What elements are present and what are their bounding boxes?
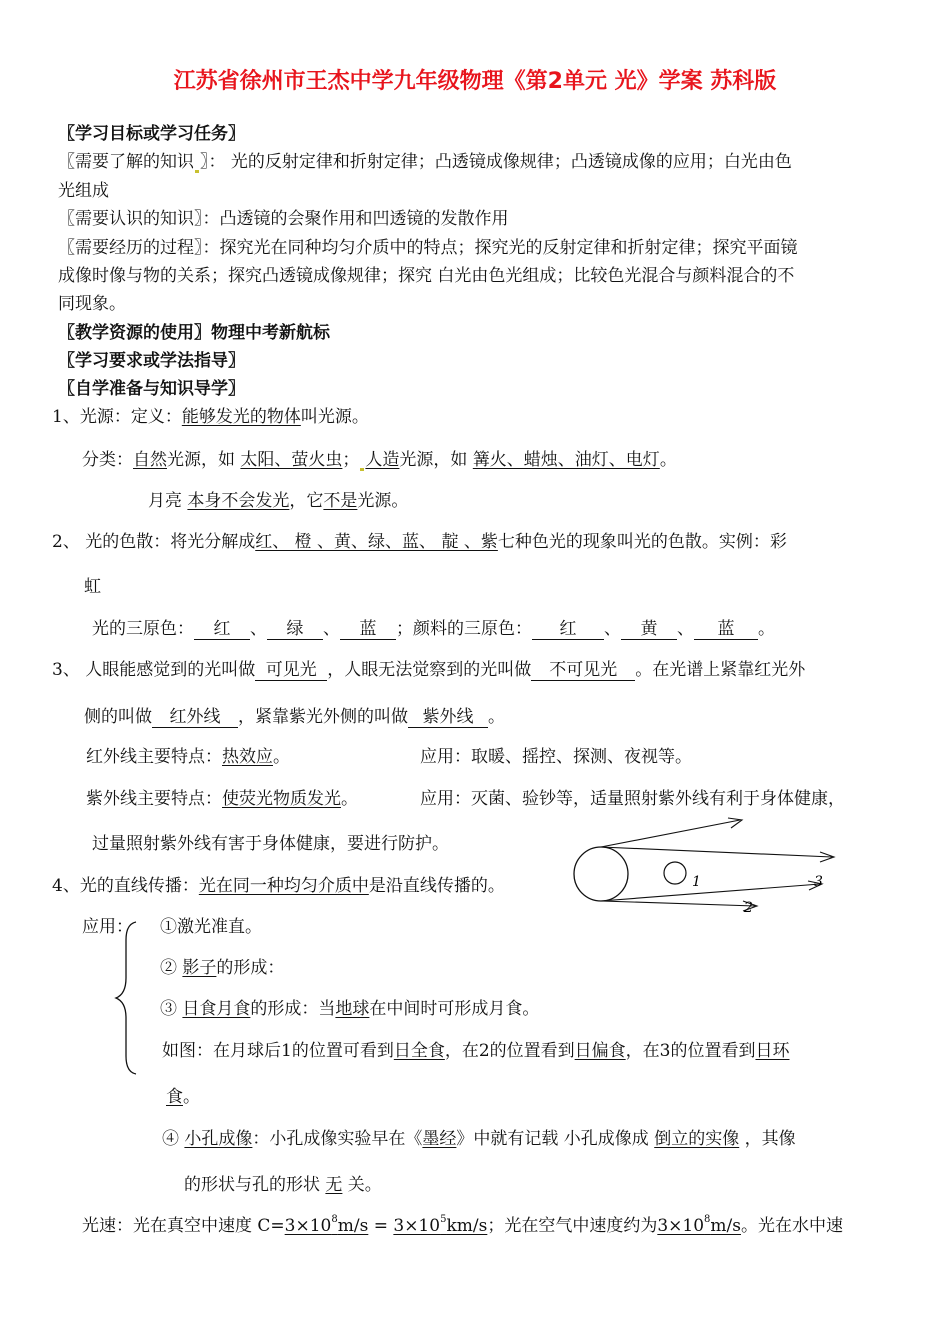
- sun-circle: [574, 847, 628, 901]
- highlight-mark: [360, 468, 364, 471]
- highlight-mark: [195, 170, 199, 173]
- q1-line: 1、光源：定义：能够发光的物体叫光源。: [52, 407, 369, 427]
- eclipse-diagram: [570, 812, 845, 922]
- line-recognize: 〖需要认识的知识〗：凸透镜的会聚作用和凹透镜的发散作用: [58, 209, 509, 229]
- q3-ir-application: 应用：取暖、摇控、探测、夜视等。: [420, 747, 692, 767]
- line-process-1: 〖需要经历的过程〗：探究光在同种均匀介质中的特点；探究光的反射定律和折射定律；探究平面镜: [58, 238, 798, 258]
- position-1-label: 1: [692, 874, 701, 890]
- section-goal: 〖学习目标或学习任务〗: [58, 124, 245, 144]
- q2-primaries: 光的三原色： 红 、 绿 、 蓝 ；颜料的三原色： 红 、 黄 、 蓝 。: [92, 619, 775, 639]
- ray-top-across: [601, 847, 832, 857]
- q4-application-label: 应用：: [82, 917, 133, 937]
- q3-uv-feature: 紫外线主要特点：使荧光物质发光。: [86, 789, 358, 809]
- arrowhead-top: [728, 818, 742, 828]
- q3-uv-application: 应用：灭菌、验钞等，适量照射紫外线有利于身体健康，: [420, 789, 845, 809]
- moon-circle: [664, 862, 686, 884]
- speed-line: 光速：光在真空中速度 $C=3\times 10^8m/s = 3\times 10^5km/s$；光在空气中速度约为$3\times 10^8m/s$。光在水中速: [82, 1214, 843, 1236]
- line-process-3: 同现象。: [58, 294, 126, 314]
- q3-line: 3、 人眼能感觉到的光叫做 可见光 ，人眼无法觉察到的光叫做 不可见光 。在光谱上紧靠红光外: [52, 660, 806, 680]
- section-requirements: 〖学习要求或学法指导〗: [58, 351, 245, 371]
- page-title: 江苏省徐州市王杰中学九年级物理《第2单元 光》学案 苏科版: [173, 69, 777, 94]
- q4-app-4-cont: 的形状与孔的形状 无 关。: [184, 1175, 382, 1195]
- section-self-study: 〖自学准备与知识导学〗: [58, 379, 245, 399]
- q4-figure-cont: 食。: [166, 1087, 200, 1107]
- position-2-label: 2: [744, 900, 753, 916]
- q3-uv-cont: 过量照射紫外线有害于身体健康，要进行防护。: [92, 834, 449, 854]
- q4-figure-text: 如图：在月球后1的位置可看到日全食，在2的位置看到日偏食，在3的位置看到日环: [162, 1041, 790, 1061]
- q2-line: 2、 光的色散：将光分解成红、 橙 、黄、绿、蓝、 靛 、紫七种色光的现象叫光的色散。实例：彩: [52, 532, 787, 552]
- q1-moon: 月亮 本身不会发光，它不是光源。: [148, 491, 409, 511]
- position-3-label: 3: [814, 874, 823, 890]
- q4-line: 4、光的直线传播：光在同一种均匀介质中是沿直线传播的。: [52, 876, 505, 896]
- ray-top-up: [601, 820, 740, 847]
- q4-app-1: ①激光准直。: [160, 917, 262, 937]
- q3-ir-uv: 侧的叫做 红外线 ，紧靠紫光外侧的叫做 紫外线 。: [84, 707, 505, 727]
- q3-ir-feature: 红外线主要特点：热效应。: [86, 747, 290, 767]
- q4-app-2: ② 影子的形成：: [160, 958, 285, 978]
- q1-classify: 分类：自然光源，如 太阳、萤火虫； 人造光源，如 篝火、蜡烛、油灯、电灯。: [82, 450, 677, 470]
- q2-rainbow: 虹: [84, 577, 101, 597]
- line-know-cont: 光组成: [58, 181, 109, 201]
- ray-bottom-across: [601, 901, 755, 906]
- ray-bottom-up: [601, 884, 820, 901]
- line-know: 〖需要了解的知识 〗： 光的反射定律和折射定律；凸透镜成像规律；凸透镜成像的应用；白光由色: [58, 152, 792, 172]
- q4-app-4: ④ 小孔成像：小孔成像实验早在《墨经》中就有记载 小孔成像成 倒立的实像 ，其像: [162, 1129, 796, 1149]
- section-resources: 〖教学资源的使用〗物理中考新航标: [58, 323, 330, 343]
- q4-app-3: ③ 日食月食的形成：当地球在中间时可形成月食。: [160, 999, 540, 1019]
- line-process-2: 成像时像与物的关系；探究凸透镜成像规律；探究 白光由色光组成；比较色光混合与颜料混合的不: [58, 266, 795, 286]
- curly-brace: [112, 918, 142, 1078]
